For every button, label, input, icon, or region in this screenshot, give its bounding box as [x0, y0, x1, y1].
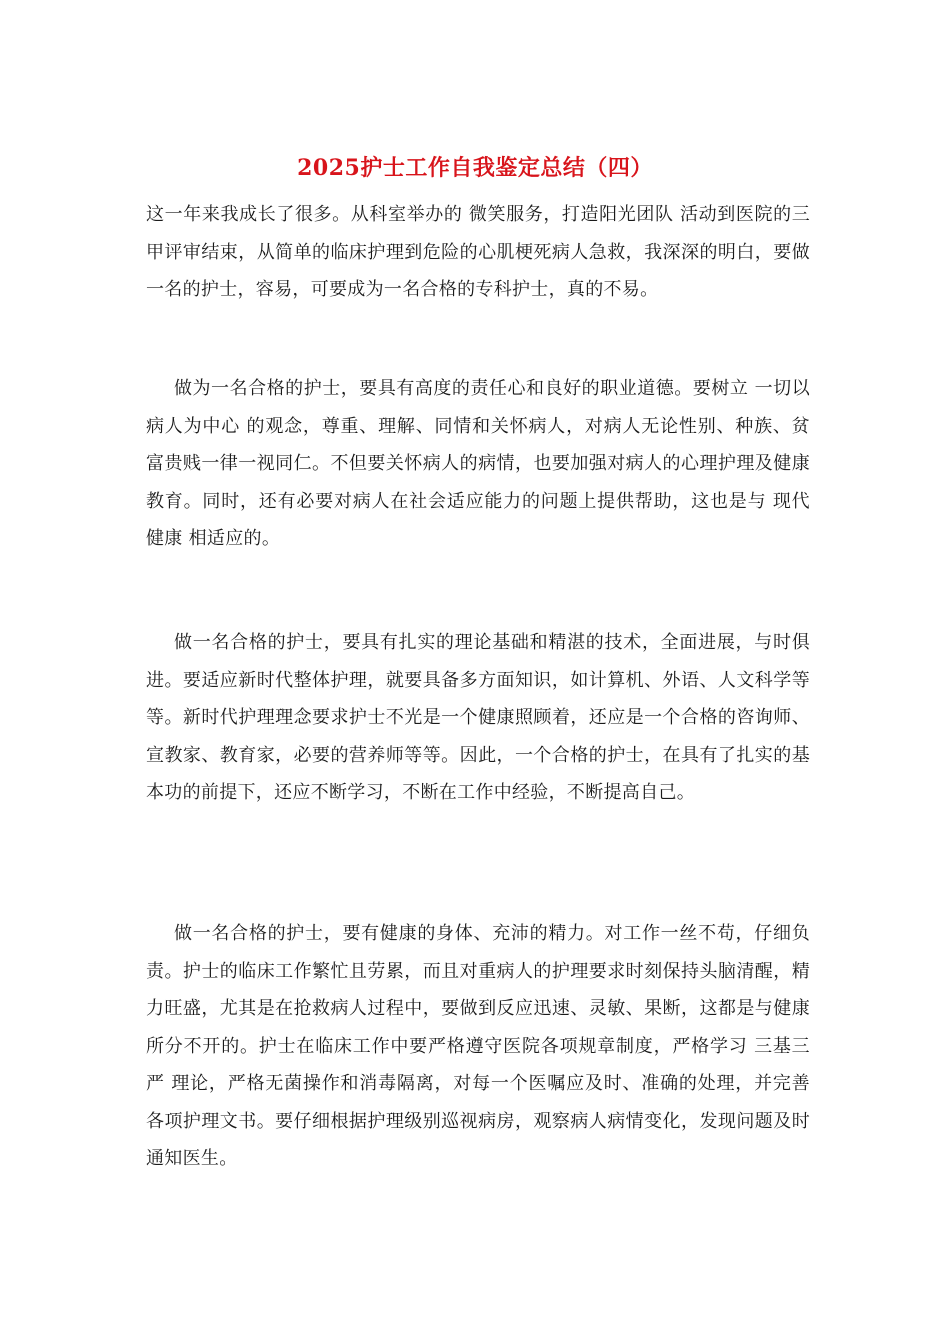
- paragraph-4: 做一名合格的护士，要有健康的身体、充沛的精力。对工作一丝不苟，仔细负责。护士的临床工作繁忙且劳累，而且对重病人的护理要求时刻保持头脑清醒，精力旺盛，尤其是在抢救病人过程中，要做到反应迅速、灵敏、果断，这都是与健康所分不开的。护士在临床工作中要严格遵守医院各项规章制度，严格学习 三基三严 理论，严格无菌操作和消毒隔离，对每一个医嘱应及时、准确的处理，并完善各项护理文书。要仔细根据护理级别巡视病房，观察病人病情变化，发现问题及时通知医生。: [146, 923, 810, 1169]
- paragraph-2: 做为一名合格的护士，要具有高度的责任心和良好的职业道德。要树立 一切以病人为中心 的观念，尊重、理解、同情和关怀病人，对病人无论性别、种族、贫富贵贱一律一视同仁。不但要关怀病人的病情，也要加强对病人的心理护理及健康教育。同时，还有必要对病人在社会适应能力的问题上提供帮助，这也是与 现代健康 相适应的。: [146, 378, 810, 549]
- paragraph-1: 这一年来我成长了很多。从科室举办的 微笑服务，打造阳光团队 活动到医院的三甲评审结束，从简单的临床护理到危险的心肌梗死病人急救，我深深的明白，要做一名的护士，容易，可要成为一名合格的专科护士，真的不易。: [146, 204, 810, 300]
- document-title: 2025护士工作自我鉴定总结（四）: [297, 155, 653, 181]
- paragraph-3: 做一名合格的护士，要具有扎实的理论基础和精湛的技术，全面进展，与时俱进。要适应新时代整体护理，就要具备多方面知识，如计算机、外语、人文科学等等。新时代护理理念要求护士不光是一个健康照顾着，还应是一个合格的咨询师、宣教家、教育家，必要的营养师等等。因此，一个合格的护士，在具有了扎实的基本功的前提下，还应不断学习，不断在工作中经验，不断提高自己。: [146, 632, 810, 803]
